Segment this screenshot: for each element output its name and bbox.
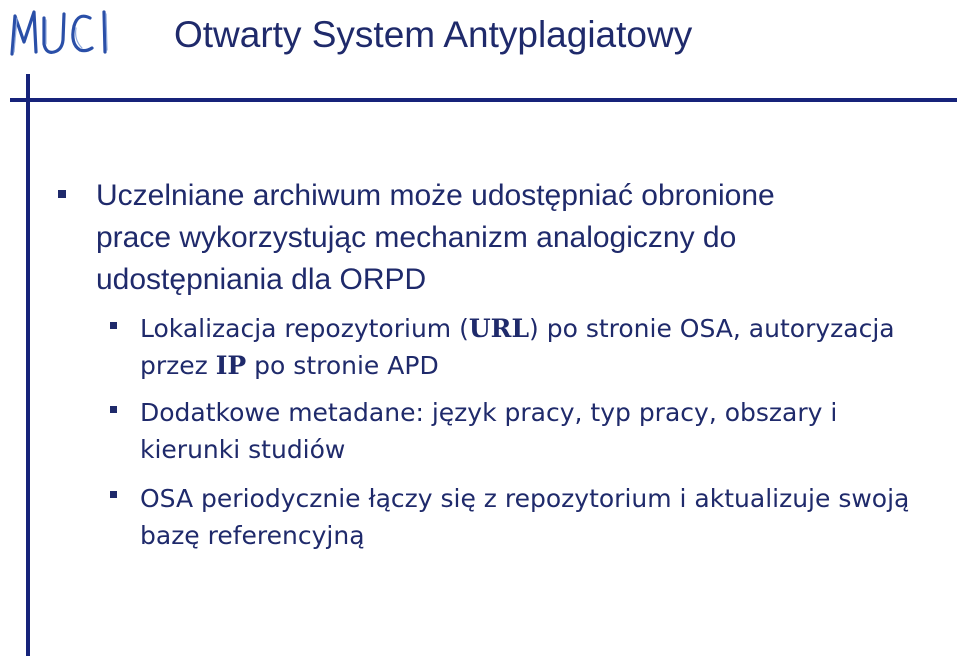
url-term: URL: [468, 314, 530, 343]
sub-bullet-location-text-3: po stronie APD: [246, 351, 439, 380]
muci-logo-mark: [8, 4, 112, 60]
sub-bullet-location-text-2: ) po stronie OSA, autoryzacja przez: [140, 314, 895, 380]
bullet-main: Uczelniane archiwum może udostępniać obronione prace wykorzystując mechanizm analogiczny do udostępniania dla ORPD: [96, 179, 775, 296]
muci-logo: [8, 4, 112, 60]
square-bullet-icon: [110, 406, 117, 413]
square-bullet-icon: [110, 491, 117, 498]
square-bullet-icon: [110, 322, 117, 329]
sub-bullet-location-text-1: Lokalizacja repozytorium (: [140, 314, 469, 343]
slide-title: Otwarty System Antyplagiatowy: [174, 14, 693, 55]
sub-bullet-metadata: Dodatkowe metadane: język pracy, typ pracy, obszary i kierunki studiów: [140, 398, 838, 464]
left-divider-vertical: [26, 74, 30, 656]
square-bullet-icon: [58, 190, 66, 198]
ip-term: IP: [215, 351, 247, 380]
title-divider-horizontal: [10, 98, 957, 102]
sub-bullet-sync: OSA periodycznie łączy się z repozytorium i aktualizuje swoją bazę referencyjną: [140, 484, 910, 550]
sub-bullet-location: [140, 310, 920, 384]
